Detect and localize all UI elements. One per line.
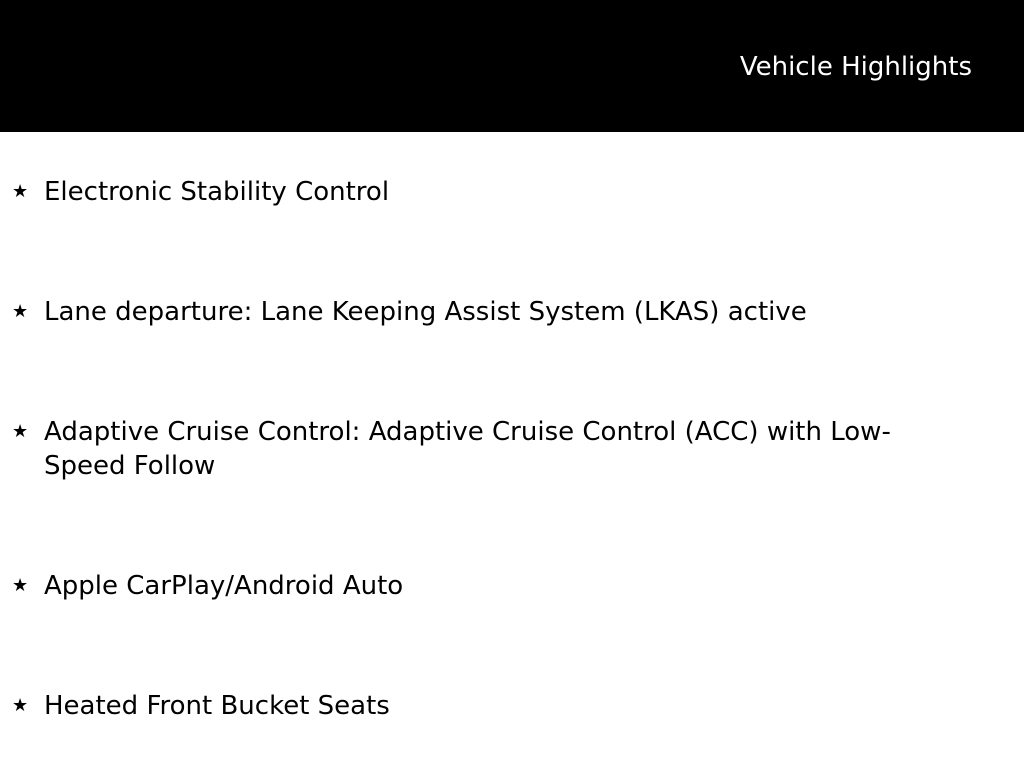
list-item (12, 569, 972, 603)
list-item (12, 175, 972, 209)
star-icon: ★ (12, 421, 29, 442)
star-icon: ★ (12, 575, 29, 596)
star-icon: ★ (12, 301, 29, 322)
star-icon: ★ (12, 181, 29, 202)
list-item (12, 415, 972, 483)
star-icon: ★ (12, 695, 29, 716)
bullet-text: Adaptive Cruise Control: Adaptive Cruise Control (ACC) with Low-Speed Follow (44, 417, 891, 481)
bullet-text: Lane departure: Lane Keeping Assist System (LKAS) active (44, 297, 807, 327)
bullet-text: Heated Front Bucket Seats (44, 691, 390, 721)
slide-title: Vehicle Highlights (739, 52, 972, 82)
bullet-text: Apple CarPlay/Android Auto (44, 571, 404, 601)
bullet-text: Electronic Stability Control (44, 177, 390, 207)
header-band (0, 0, 1024, 132)
list-item (12, 689, 972, 723)
list-item (12, 295, 972, 329)
